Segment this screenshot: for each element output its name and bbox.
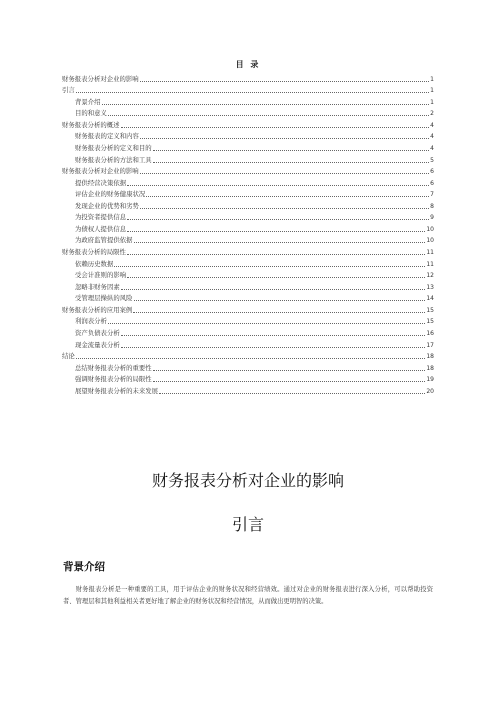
toc-entry[interactable] [62,176,434,188]
toc-entry-label: 强调财务报表分析的局限性 [75,375,152,384]
toc-leader-dots [127,219,429,220]
toc-leader-dots [127,254,425,255]
toc-entry-label: 受会计准则的影响 [75,271,127,280]
toc-leader-dots [140,138,429,139]
toc-leader-dots [108,323,425,324]
toc-entry-page: 18 [426,364,434,372]
toc-entry-label: 展望财务报表分析的未来发展 [75,386,159,395]
toc-entry-page: 17 [426,341,434,349]
toc-entry[interactable] [62,188,434,200]
toc-leader-dots [134,300,426,301]
toc-entry[interactable] [62,141,434,153]
toc-entry[interactable] [62,384,434,396]
toc-entry[interactable] [62,222,434,234]
toc-entry-label: 财务报表分析的方法和工具 [75,155,152,164]
toc-entry-label: 现金流量表分析 [75,340,120,349]
toc-entry[interactable] [62,118,434,130]
toc-entry-label: 财务报表分析的概述 [62,120,120,129]
toc-entry[interactable] [62,153,434,165]
toc-entry-page: 1 [430,87,434,95]
body-paragraph: 财务报表分析是一种重要的工具，用于评估企业的财务状况和经营绩效。通过对企业的财务报表进行深入分析，可以帮助投资者、管理层和其他利益相关者更好地了解企业的财务状况和经营情况，从而做出更明智的决策。 [63,586,433,606]
toc-entry[interactable] [62,361,434,373]
toc-leader-dots [114,266,425,267]
toc-entry[interactable] [62,280,434,292]
toc-entry-label: 财务报表分析的定义和目的 [75,143,152,152]
toc-entry[interactable] [62,72,434,84]
toc-entry[interactable] [62,245,434,257]
toc-entry-label: 结论 [62,352,75,361]
toc-leader-dots [121,347,426,348]
toc-entry-page: 4 [430,121,434,129]
toc-entry-label: 财务报表分析的应用案例 [62,305,133,314]
toc-leader-dots [159,393,425,394]
toc-entry-page: 20 [426,387,434,395]
toc-entry[interactable] [62,350,434,362]
toc-entry-page: 2 [430,110,434,118]
toc-entry[interactable] [62,95,434,107]
toc-entry-page: 1 [430,75,434,83]
toc-entry-page: 11 [426,260,434,268]
toc-entry-page: 6 [430,168,434,176]
toc-entry-label: 提供经营决策依据 [75,178,127,187]
toc-entry-label: 评估企业的财务健康状况 [75,190,146,199]
toc-leader-dots [127,185,429,186]
toc-entry[interactable] [62,211,434,223]
toc-leader-dots [127,277,425,278]
toc-entry[interactable] [62,269,434,281]
toc-entry-label: 受管理层操纵的风险 [75,294,133,303]
toc-entry[interactable] [62,326,434,338]
toc-leader-dots [121,335,426,336]
toc-entry-page: 12 [426,272,434,280]
toc-entry[interactable] [62,373,434,385]
toc-entry-label: 背景介绍 [75,97,101,106]
toc-entry-label: 财务报表分析对企业的影响 [62,167,139,176]
toc-leader-dots [133,312,425,313]
section-heading: 引言 [231,515,264,534]
toc-entry-page: 1 [430,98,434,106]
toc-leader-dots [153,370,426,371]
toc-leader-dots [140,173,429,174]
toc-leader-dots [153,162,429,163]
toc-entry-label: 利润表分析 [75,317,107,326]
toc-entry[interactable] [62,130,434,142]
subsection-heading: 背景介绍 [63,561,105,573]
toc-entry[interactable] [62,303,434,315]
document-title: 财务报表分析对企业的影响 [151,471,344,490]
toc-leader-dots [121,289,426,290]
toc-entry[interactable] [62,165,434,177]
toc-entry-page: 14 [426,295,434,303]
toc-entry-label: 目的和意义 [75,109,107,118]
toc-entry-label: 为投资者提供信息 [75,213,127,222]
toc-entry-label: 为政府监管提供依据 [75,236,133,245]
toc-leader-dots [127,231,425,232]
toc-entry-label: 财务报表分析对企业的影响 [62,74,139,83]
toc-entry-label: 为债权人提供信息 [75,224,127,233]
toc-leader-dots [102,104,430,105]
toc-entry-page: 10 [426,225,434,233]
toc-entry-page: 19 [426,376,434,384]
toc-leader-dots [134,242,426,243]
toc-leader-dots [153,381,426,382]
toc-entry[interactable] [62,84,434,96]
toc-entry-page: 4 [430,144,434,152]
toc-entry-page: 5 [430,156,434,164]
toc-entry[interactable] [62,257,434,269]
toc-entry-page: 13 [426,283,434,291]
toc-leader-dots [153,150,429,151]
toc-entry[interactable] [62,338,434,350]
toc-leader-dots [146,196,429,197]
toc-leader-dots [121,127,430,128]
toc-entry-label: 总结财务报表分析的重要性 [75,363,152,372]
toc-entry-page: 15 [426,318,434,326]
toc-entry-page: 6 [430,179,434,187]
toc-leader-dots [76,92,429,93]
toc-entry-page: 4 [430,133,434,141]
toc-entry[interactable] [62,315,434,327]
toc-entry-label: 财务报表分析的局限性 [62,248,126,256]
toc-entry-label: 依赖历史数据 [75,259,114,268]
toc-leader-dots [140,208,429,209]
toc-entry[interactable] [62,199,434,211]
toc-entry-page: 8 [430,202,434,210]
toc-entry-label: 引言 [62,86,75,95]
toc-entry-page: 11 [426,249,434,256]
toc-entry-page: 9 [430,214,434,222]
toc-leader-dots [108,115,429,116]
toc-entry-page: 7 [430,191,434,199]
toc-entry-label: 财务报表的定义和内容 [75,132,139,141]
toc-title: 目 录 [235,60,261,69]
table-of-contents [62,72,434,396]
toc-entry-page: 10 [426,237,434,245]
toc-leader-dots [76,358,426,359]
toc-leader-dots [140,81,429,82]
toc-entry-label: 发现企业的优势和劣势 [75,201,139,210]
toc-entry[interactable] [62,234,434,246]
toc-entry-page: 16 [426,329,434,337]
toc-entry-page: 18 [426,353,434,361]
toc-entry[interactable] [62,292,434,304]
toc-entry[interactable] [62,107,434,119]
toc-entry-page: 15 [426,306,434,314]
toc-entry-label: 资产负债表分析 [75,328,120,337]
toc-entry-label: 忽略非财务因素 [75,282,120,291]
